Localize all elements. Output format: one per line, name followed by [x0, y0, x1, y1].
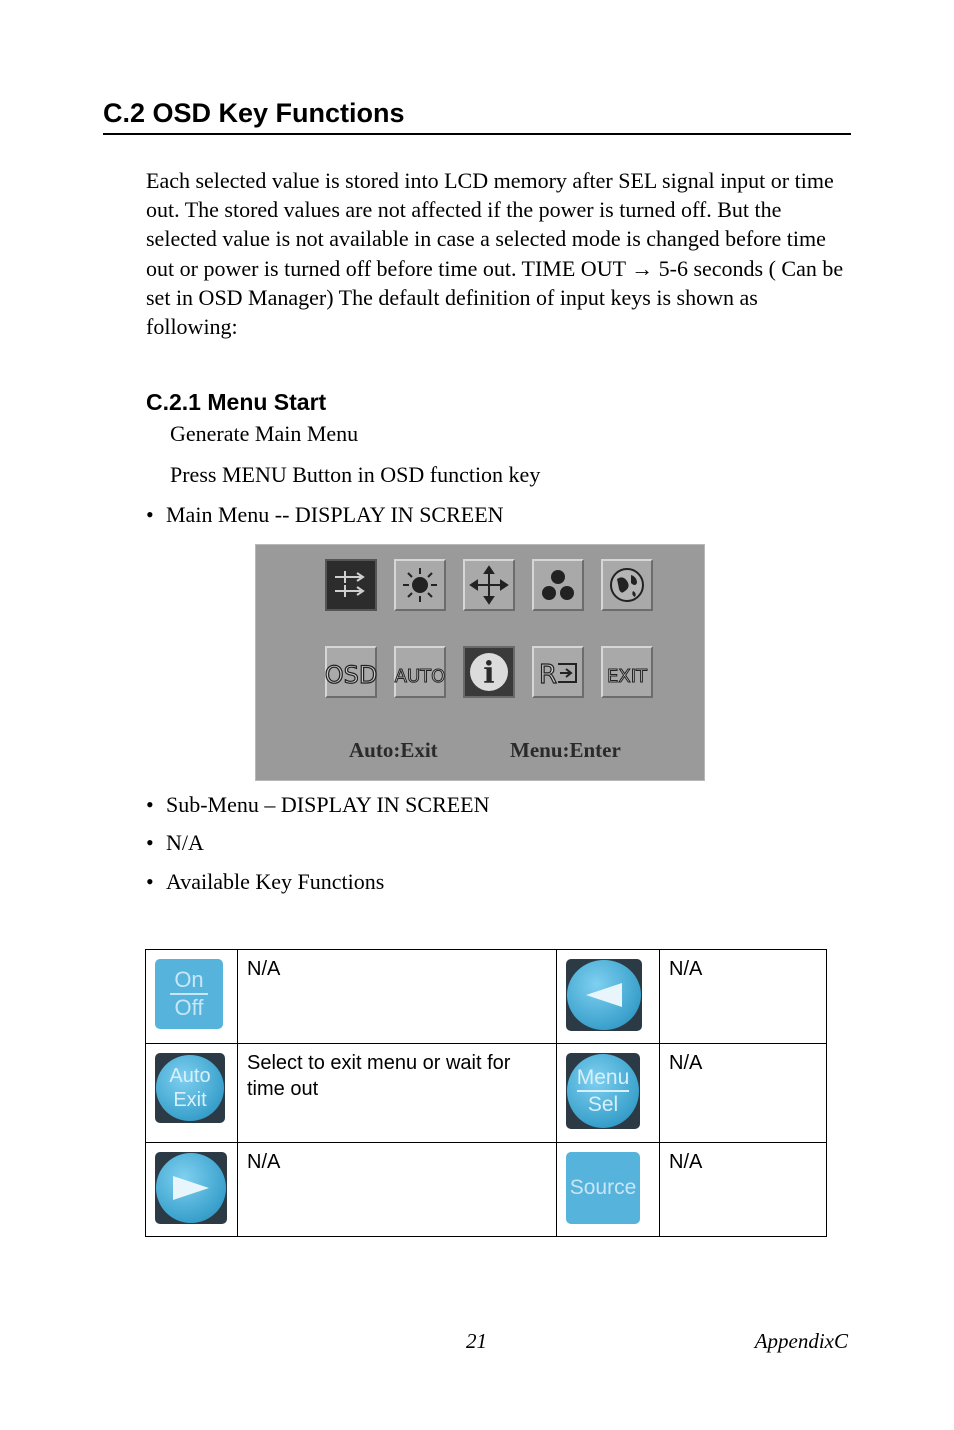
osd-footer-auto-exit: Auto:Exit	[349, 738, 438, 762]
key-description: N/A	[660, 950, 827, 1044]
menu-sel-key-icon	[566, 1053, 640, 1129]
auto-exit-key-icon	[155, 1053, 225, 1123]
osd-main-menu	[255, 544, 705, 781]
color-icon	[532, 559, 584, 611]
left-arrow-key-icon	[566, 959, 642, 1031]
bullet-dot: •	[146, 830, 154, 855]
key-cell	[557, 1044, 660, 1143]
reset-icon	[532, 646, 584, 698]
key-cell	[146, 1143, 238, 1237]
intro-paragraph: Each selected value is stored into LCD memory after SEL signal input or time out. The stored values are not affected if the power is turned off. But the selected value is not available in case a selected mode is changed before time out or power is turned off before time out. TIME OUT → 5-6 seconds ( Can be set in OSD Manager) The default definition of input keys is shown as following:	[146, 168, 844, 340]
press-menu-line: Press MENU Button in OSD function key	[170, 462, 541, 487]
auto-adjust-icon	[394, 646, 446, 698]
bullet-text: Sub-Menu – DISPLAY IN SCREEN	[166, 792, 490, 817]
key-description: N/A	[238, 950, 557, 1044]
language-globe-icon	[601, 559, 653, 611]
key-label: Source	[569, 1176, 637, 1199]
osd-label-auto: AUTO	[394, 666, 446, 687]
input-select-icon	[325, 559, 377, 611]
osd-label-reset: R	[538, 660, 558, 690]
bullet-text: N/A	[166, 830, 204, 855]
key-description: N/A	[660, 1044, 827, 1143]
osd-label-osd: OSD	[324, 661, 378, 689]
bullet-text: Main Menu -- DISPLAY IN SCREEN	[166, 502, 504, 527]
table-row	[146, 1044, 827, 1143]
bullet-dot: •	[146, 502, 154, 527]
on-off-key-icon	[155, 959, 223, 1029]
key-functions-table	[145, 949, 827, 1237]
section-title: C.2 OSD Key Functions	[103, 98, 851, 135]
generate-main-menu-line: Generate Main Menu	[170, 421, 359, 446]
key-label: On	[170, 967, 207, 995]
bullet-dot: •	[146, 869, 154, 894]
key-label: Exit	[173, 1089, 207, 1111]
right-arrow-key-icon	[155, 1152, 227, 1224]
key-cell	[146, 950, 238, 1044]
key-cell	[557, 950, 660, 1044]
page-number: 21	[466, 1329, 487, 1353]
bullet-main-menu	[146, 502, 504, 528]
osd-settings-icon	[325, 646, 377, 698]
bullet-dot: •	[146, 792, 154, 817]
position-icon	[463, 559, 515, 611]
subsection-title: C.2.1 Menu Start	[146, 389, 327, 415]
key-label: Menu	[577, 1065, 630, 1092]
bullet-text: Available Key Functions	[166, 869, 385, 894]
bullet-na	[146, 830, 204, 856]
table-row	[146, 950, 827, 1044]
key-description: Select to exit menu or wait for time out	[238, 1044, 557, 1143]
bullet-sub-menu	[146, 792, 490, 818]
table-row	[146, 1143, 827, 1237]
source-key-icon	[566, 1152, 640, 1224]
osd-footer-menu-enter: Menu:Enter	[510, 738, 621, 762]
key-label: Sel	[587, 1093, 619, 1116]
key-description: N/A	[238, 1143, 557, 1237]
key-cell	[557, 1143, 660, 1237]
key-label: Auto	[169, 1065, 211, 1087]
bullet-available-keys	[146, 869, 384, 895]
key-description: N/A	[660, 1143, 827, 1237]
osd-label-info: i	[483, 656, 495, 691]
appendix-label: AppendixC	[754, 1329, 848, 1353]
key-cell	[146, 1044, 238, 1143]
key-label: Off	[174, 995, 204, 1020]
brightness-icon	[394, 559, 446, 611]
exit-icon	[601, 646, 653, 698]
info-icon	[463, 646, 515, 698]
osd-label-exit: EXIT	[606, 666, 648, 687]
